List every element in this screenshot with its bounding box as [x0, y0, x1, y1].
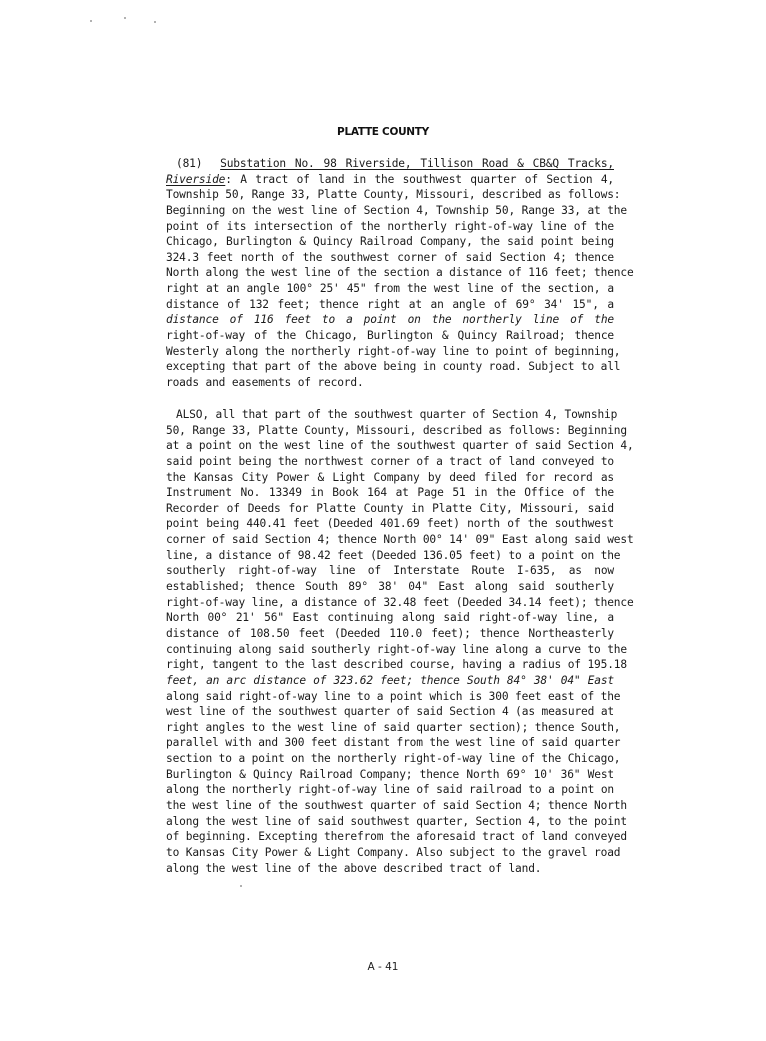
page-heading: PLATTE COUNTY: [337, 126, 429, 138]
scan-specks: [90, 17, 170, 25]
paragraph-line: point of its intersection of the northerly right-of-way line of the: [166, 219, 614, 233]
paragraph-line: southerly right-of-way line of Interstate Route I-635, as now: [166, 564, 614, 578]
scan-speck: [90, 20, 92, 22]
paragraph-line: 50, Range 33, Platte County, Missouri, described as follows: Beginning: [166, 423, 627, 437]
paragraph-substation-description: [166, 156, 634, 391]
item-number: (81): [176, 157, 203, 170]
paragraph-line: 324.3 feet north of the southwest corner of said Section 4; thence: [166, 250, 614, 264]
paragraph-line: said point being the northwest corner of a tract of land conveyed to: [166, 454, 614, 468]
paragraph-line: section to a point on the northerly right-of-way line of the Chicago,: [166, 752, 621, 766]
line-text: : A tract of land in the southwest quarter of Section 4,: [225, 172, 614, 186]
paragraph-line: Burlington & Quincy Railroad Company; thence North 69° 10' 36" West: [166, 767, 614, 781]
paragraph-line: North along the west line of the section a distance of 116 feet; thence: [166, 266, 634, 280]
page-number: A - 41: [367, 961, 399, 973]
paragraph-line: at a point on the west line of the southwest quarter of said Section 4,: [166, 439, 634, 453]
paragraph-line: point being 440.41 feet (Deeded 401.69 feet) north of the southwest: [166, 517, 614, 531]
paragraph-line: right-of-way line, a distance of 32.48 feet (Deeded 34.14 feet); thence: [166, 595, 634, 609]
paragraph-line: distance of 132 feet; thence right at an angle of 69° 34' 15", a: [166, 297, 614, 311]
paragraph-line: along the northerly right-of-way line of said railroad to a point on: [166, 783, 614, 797]
paragraph-line: the Kansas City Power & Light Company by deed filed for record as: [166, 470, 614, 484]
paragraph-line: right, tangent to the last described course, having a radius of 195.18: [166, 658, 627, 672]
paragraph-line: line, a distance of 98.42 feet (Deeded 136.05 feet) to a point on the: [166, 548, 621, 562]
paragraph-line: to Kansas City Power & Light Company. Also subject to the gravel road: [166, 845, 621, 859]
paragraph-line: along said right-of-way line to a point which is 300 feet east of the: [166, 689, 621, 703]
paragraph-line: parallel with and 300 feet distant from the west line of said quarter: [166, 736, 621, 750]
substation-title: Substation No. 98 Riverside, Tillison Road & CB&Q Tracks,: [220, 157, 614, 170]
paragraph-line: feet, an arc distance of 323.62 feet; thence South 84° 38' 04" East: [166, 673, 614, 687]
paragraph-line: [166, 172, 614, 188]
scan-speck: [124, 17, 126, 19]
substation-location: Riverside: [166, 172, 226, 186]
paragraph-line: right at an angle 100° 25' 45" from the west line of the section, a: [166, 282, 614, 296]
paragraph-line: Chicago, Burlington & Quincy Railroad Company, the said point being: [166, 235, 614, 249]
paragraph-line: of beginning. Excepting therefrom the aforesaid tract of land conveyed: [166, 830, 627, 844]
paragraph-line: Instrument No. 13349 in Book 164 at Page 51 in the Office of the: [166, 486, 614, 500]
scan-speck: [240, 885, 242, 887]
paragraph-line: along the west line of the above described tract of land.: [166, 861, 542, 875]
paragraph-line: right angles to the west line of said quarter section); thence South,: [166, 720, 621, 734]
paragraph-line: distance of 108.50 feet (Deeded 110.0 feet); thence Northeasterly: [166, 626, 614, 640]
scan-speck: [154, 21, 156, 23]
paragraph-line: along the west line of said southwest quarter, Section 4, to the point: [166, 814, 627, 828]
paragraph-line: roads and easements of record.: [166, 375, 364, 389]
paragraph-line: the west line of the southwest quarter of said Section 4; thence North: [166, 799, 627, 813]
paragraph-line: right-of-way of the Chicago, Burlington & Quincy Railroad; thence: [166, 329, 614, 343]
paragraph-line: west line of the southwest quarter of said Section 4 (as measured at: [166, 705, 614, 719]
paragraph-also-description: [166, 407, 634, 876]
paragraph-line: Township 50, Range 33, Platte County, Missouri, described as follows:: [166, 188, 621, 202]
paragraph-line: continuing along said southerly right-of-way line along a curve to the: [166, 642, 627, 656]
paragraph-line: established; thence South 89° 38' 04" East along said southerly: [166, 580, 614, 594]
paragraph-line: Westerly along the northerly right-of-way line to point of beginning,: [166, 344, 621, 358]
paragraph-line: corner of said Section 4; thence North 00° 14' 09" East along said west: [166, 533, 634, 547]
paragraph-line: Recorder of Deeds for Platte County in Platte City, Missouri, said: [166, 501, 614, 515]
paragraph-line: distance of 116 feet to a point on the northerly line of the: [166, 313, 614, 327]
paragraph-line: Beginning on the west line of Section 4, Township 50, Range 33, at the: [166, 203, 627, 217]
paragraph-line: ALSO, all that part of the southwest quarter of Section 4, Township: [176, 408, 618, 421]
paragraph-line: [166, 156, 614, 172]
paragraph-line: North 00° 21' 56" East continuing along said right-of-way line, a: [166, 611, 614, 625]
paragraph-line: excepting that part of the above being in county road. Subject to all: [166, 360, 621, 374]
